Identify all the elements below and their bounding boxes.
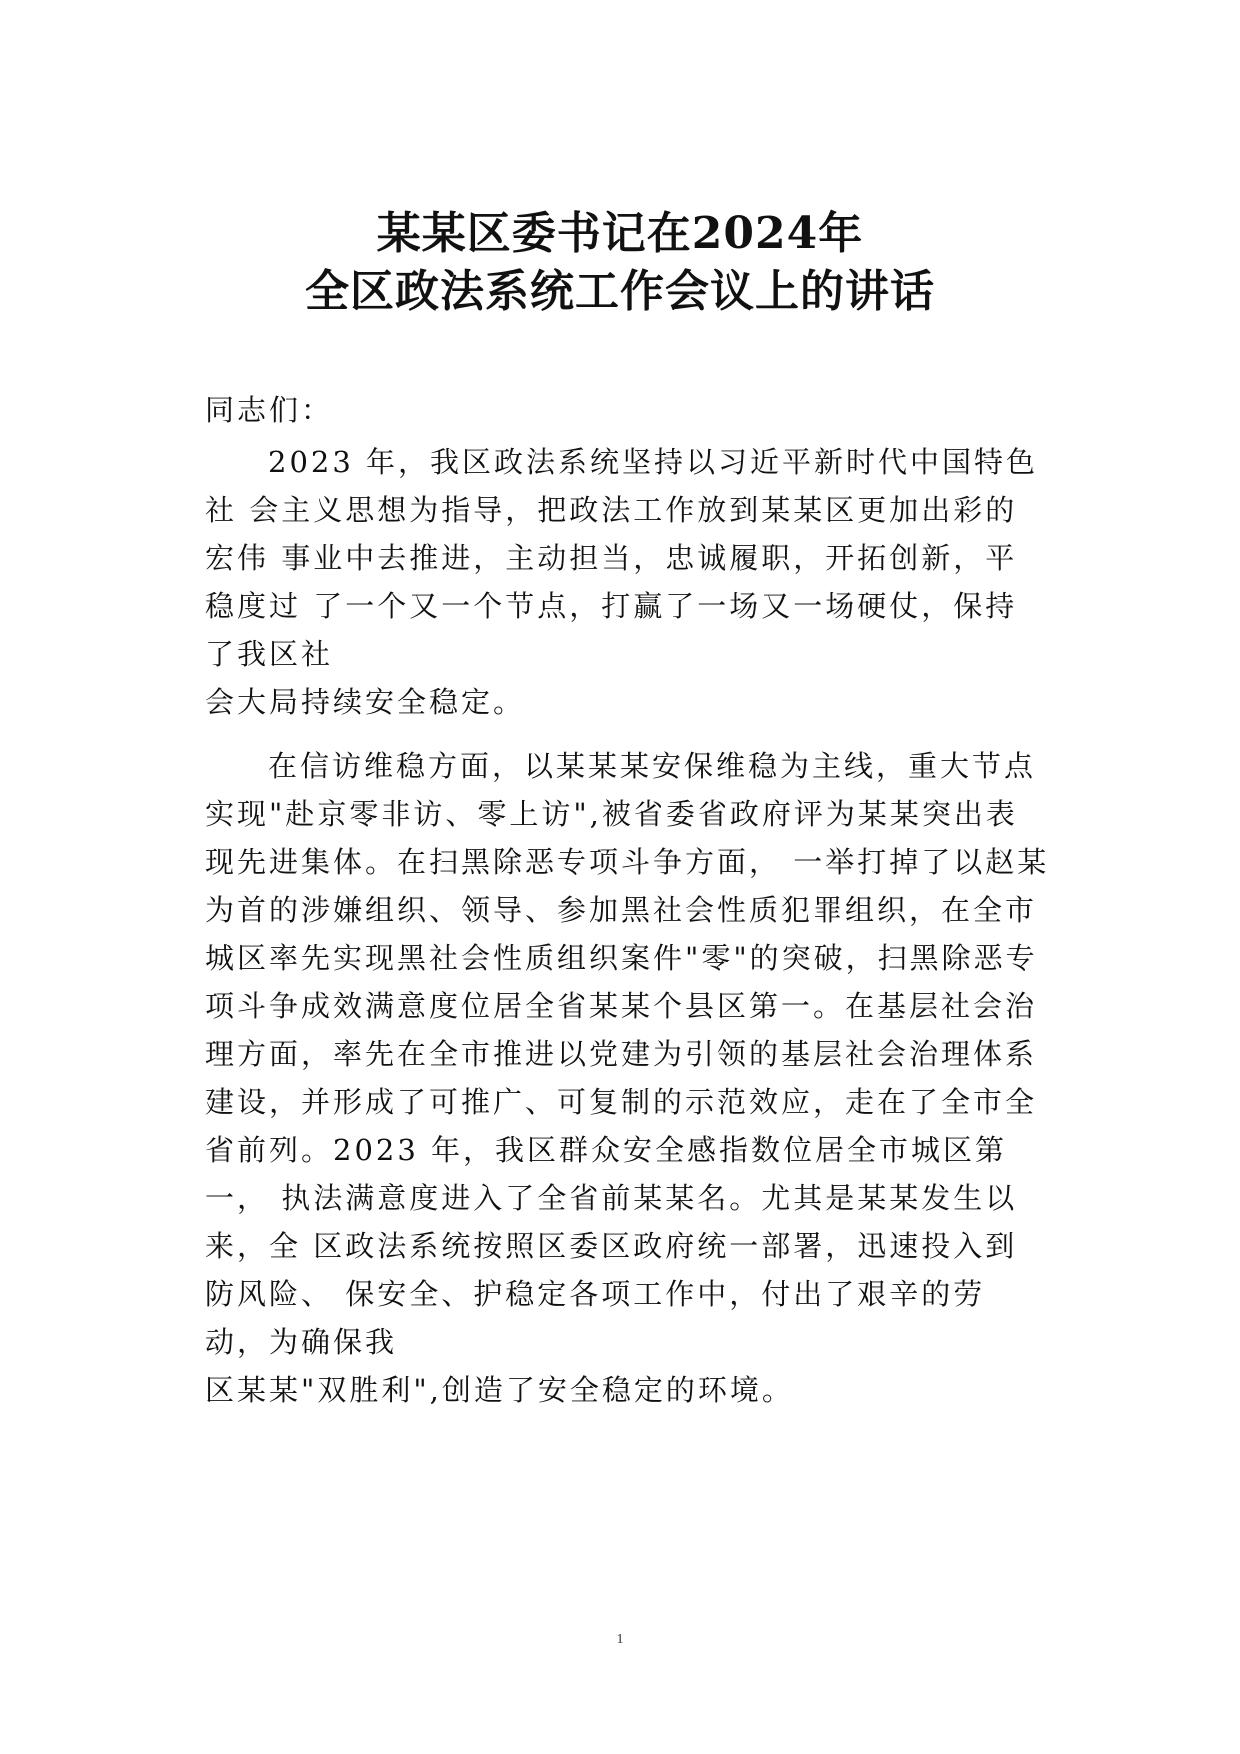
paragraph-line: 现先进集体。在扫黑除恶专项斗争方面， 一举打掉了以赵某 <box>205 845 1050 879</box>
paragraph-line: 稳度过 了一个又一个节点，打赢了一场又一场硬仗，保持 <box>205 589 1018 623</box>
paragraph-line: 在信访维稳方面，以某某某安保维稳为主线，重大节点 <box>268 749 1037 783</box>
title-line-2: 全区政法系统工作会议上的讲话 <box>305 266 935 317</box>
paragraph-1 <box>205 438 1065 726</box>
paragraph-line: 会大局持续安全稳定。 <box>205 685 526 719</box>
paragraph-line: 理方面，率先在全市推进以党建为引领的基层社会治理体系 <box>205 1037 1038 1071</box>
paragraph-line: 2023 年，我区政法系统坚持以习近平新时代中国特色 <box>268 445 1039 479</box>
page-number: 1 <box>616 1632 624 1647</box>
paragraph-line: 项斗争成效满意度位居全省某某个县区第一。在基层社会治 <box>205 989 1038 1023</box>
paragraph-line: 社 会主义思想为指导，把政法工作放到某某区更加出彩的 <box>205 493 1018 527</box>
paragraph-line: 城区率先实现黑社会性质组织案件"零"的突破，扫黑除恶专 <box>205 941 1038 975</box>
greeting <box>205 386 1065 434</box>
paragraph-line: 来，全 区政法系统按照区委区政府统一部署，迅速投入到 <box>205 1229 1018 1263</box>
paragraph-line: 区某某"双胜利",创造了安全稳定的环境。 <box>205 1373 794 1407</box>
paragraph-line: 一， 执法满意度进入了全省前某某名。尤其是某某发生以 <box>205 1181 1018 1215</box>
document-title <box>0 205 1240 321</box>
paragraph-2 <box>205 742 1065 1414</box>
greeting-text: 同志们： <box>205 393 334 427</box>
paragraph-line: 动，为确保我 <box>205 1325 398 1359</box>
title-line-1: 某某区委书记在2024年 <box>376 208 864 259</box>
paragraph-line: 为首的涉嫌组织、领导、参加黑社会性质犯罪组织，在全市 <box>205 893 1038 927</box>
paragraph-line: 实现"赴京零非访、零上访",被省委省政府评为某某突出表 <box>205 797 1018 831</box>
paragraph-line: 宏伟 事业中去推进，主动担当，忠诚履职，开拓创新，平 <box>205 541 1018 575</box>
paragraph-line: 了我区社 <box>205 637 334 671</box>
paragraph-line: 防风险、 保安全、护稳定各项工作中，付出了艰辛的劳 <box>205 1277 986 1311</box>
paragraph-line: 建设，并形成了可推广、可复制的示范效应，走在了全市全 <box>205 1085 1038 1119</box>
paragraph-line: 省前列。2023 年，我区群众安全感指数位居全市城区第 <box>205 1133 1008 1167</box>
